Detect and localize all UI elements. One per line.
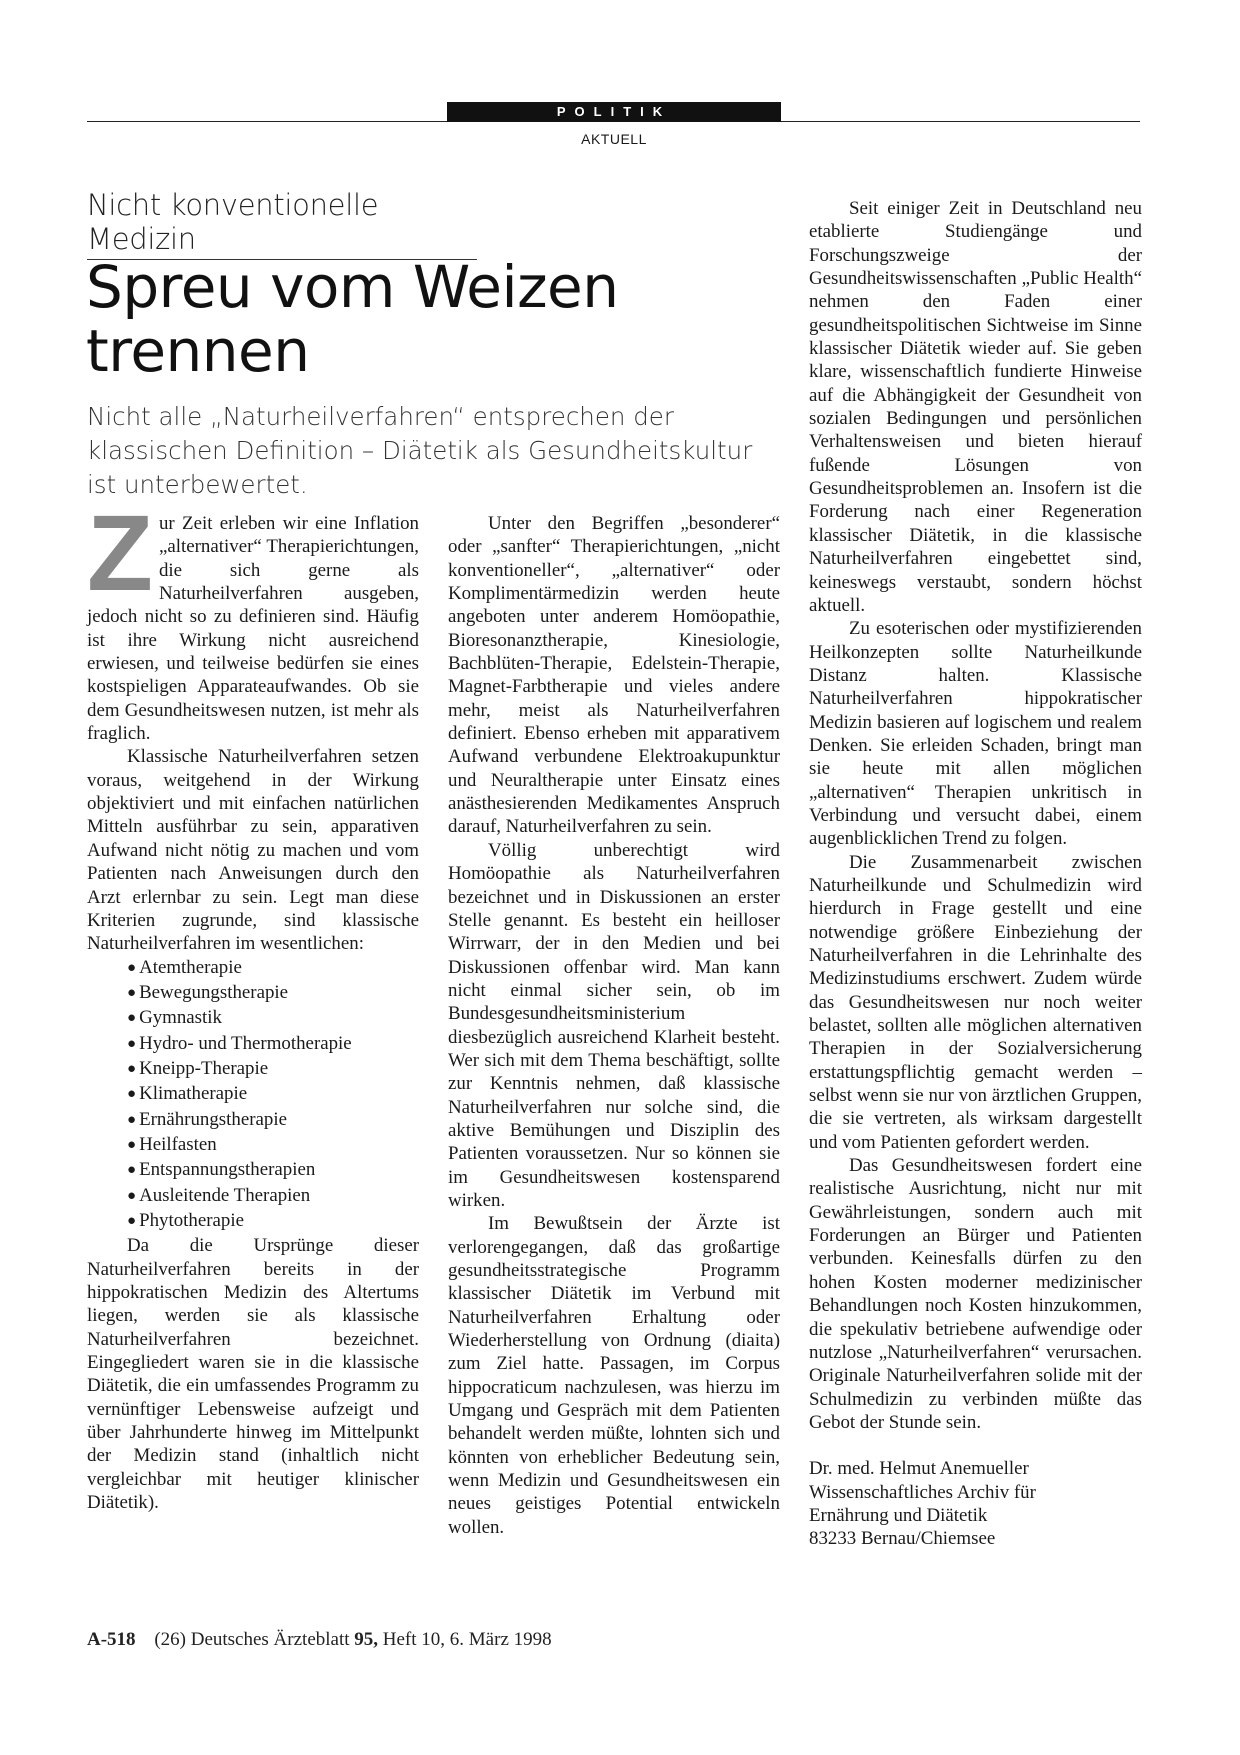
section-label: POLITIK [447, 102, 781, 122]
author-signature [809, 1457, 1142, 1550]
article-deck: Nicht alle „Naturheilverfahren“ entsprechen der klassischen Definition – Diätetik als Gesundheitskultur ist unterbewertet. [87, 402, 753, 499]
author-name: Dr. med. Helmut Anemueller [809, 1458, 1029, 1480]
paragraph-2: Klassische Naturheilverfahren setzen voraus, weitgehend in der Wirkung objektiviert und mit einfachen natürlichen Mitteln ausführbar zu sein, apparativen Aufwand nicht nötig zu machen und vom Patienten nach Anweisungen durch den Arzt erlernbar zu sein. Legt man diese Kriterien zugrunde, sind klassische Naturheilverfahren im wesentlichen: [87, 746, 419, 955]
paragraph-6: Im Bewußtsein der Ärzte ist verlorengegangen, daß das großartige gesundheitsstrategische Programm klassischer Diätetik im Verbund mit Naturheilverfahren Erhaltung oder Wiederherstellung von Ordnung (diaita) zum Ziel hatte. Passagen, im Corpus hippocraticum nachzulesen, was hierzu im Umgang und Gespräch mit dem Patienten behandelt werden müßte, lohnten sich und könnten von erheblicher Bedeutung sein, wenn Medizin und Gesundheitswesen ein neues geistiges Potential entwickeln wollen. [448, 1213, 780, 1538]
article-headline [86, 255, 646, 383]
paragraph-10: Das Gesundheitswesen fordert eine realistische Ausrichtung, nicht nur mit Gewährleistungen, sondern auch mit Forderungen an Bürger und Patienten verbunden. Keinesfalls dürfen zu den hohen Kosten moderner medizinischer Behandlungen noch Kosten hinzukommen, die spekulativ betriebene aufwendige oder nutzlose „Naturheilverfahren“ verursachen. Originale Naturheilverfahren solide mit der Schulmedizin zu verbinden müßte das Gebot der Stunde sein. [809, 1155, 1142, 1433]
paragraph-7: Seit einiger Zeit in Deutschland neu etablierte Studiengänge und Forschungszweige der Gesundheitswissenschaften „Public Health“ nehmen den Faden einer gesundheitspolitischen Sichtweise im Sinne klassischer Diätetik wieder auf. Sie geben klare, wissenschaftlich fundierte Hinweise auf die Abhängigkeit der Gesundheit von sozialen Bedingungen und persönlichen Verhaltensweisen und bieten hierauf fußende Lösungen von Gesundheitsproblemen an. Insofern ist die Forderung nach einer Regeneration klassischer Diätetik, in die klassische Naturheilverfahren eingebettet sind, keineswegs verstaubt, sondern höchst aktuell. [809, 198, 1142, 616]
article-kicker: Nicht konventionelle Medizin [87, 188, 477, 260]
paragraph-8: Zu esoterischen oder mystifizierenden Heilkonzepten sollte Naturheilkunde Distanz halten. Klassische Naturheilverfahren hippokratischer Medizin basieren auf logischem und realem Denken. Sie erleiden Schaden, bringt man sie heute mit allen möglichen „alternativen“ Therapien unkritisch in Verbindung und versucht dabei, einem augenblicklichen Trend zu folgen. [809, 618, 1142, 850]
author-address: 83233 Bernau/Chiemsee [809, 1528, 996, 1550]
page-number: A-518 [87, 1629, 136, 1650]
list-item: ● Klimatherapie [127, 1082, 419, 1107]
headline-line-2: trennen [86, 317, 310, 385]
list-item: ● Ausleitende Therapien [127, 1184, 419, 1209]
footer-issue: Heft 10, 6. März 1998 [382, 1629, 552, 1650]
paragraph-9: Die Zusammenarbeit zwischen Naturheilkunde und Schulmedizin wird hierdurch in Frage gestellt und eine notwendige größere Einbeziehung der Naturheilverfahren in die Lehrinhalte des Medizinstudiums erschwert. Zudem würde das Gesundheitswesen nur noch weiter belastet, sollten alle möglichen alternativen Therapien in der Sozialversicherung erstattungspflichtig gemacht werden – selbst wenn sie nur von ärztlichen Gruppen, die sie vertreten, als wirksam dargestellt und vom Patienten gefordert werden. [809, 851, 1142, 1153]
list-item: ● Entspannungstherapien [127, 1158, 419, 1183]
paragraph-4: Unter den Begriffen „besonderer“ oder „sanfter“ Therapierichtungen, „nicht konventioneller“, „alternativer“ oder Komplimentärmedizin werden heute angeboten unter anderem Homöopathie, Bioresonanztherapie, Kinesiologie, Bachblüten-Therapie, Edelstein-Therapie, Magnet-Farbtherapie und vieles andere mehr, meist als Naturheilverfahren definiert. Ebenso erheben mit apparativem Aufwand verbundene Elektroakupunktur und Neuraltherapie unter Einsatz eines anästhesierenden Medikamentes Anspruch darauf, Naturheilverfahren zu sein. [448, 513, 780, 838]
page-footer [87, 1629, 552, 1651]
footer-citation: (26) Deutsches Ärzteblatt [154, 1629, 350, 1650]
list-item: ● Heilfasten [127, 1133, 419, 1158]
list-item: ● Bewegungstherapie [127, 981, 419, 1006]
list-item: ● Hydro- und Thermotherapie [127, 1032, 419, 1057]
therapy-list [87, 956, 419, 1235]
footer-volume: 95, [354, 1629, 379, 1650]
subsection-label: AKTUELL [581, 131, 647, 147]
paragraph-5: Völlig unberechtigt wird Homöopathie als Naturheilverfahren bezeichnet und in Diskussionen an erster Stelle genannt. Es besteht ein heilloser Wirrwarr, der in den Medien und bei Diskussionen offenbar wird. Man kann nicht einmal sicher sein, ob im Bundesgesundheitsministerium diesbezüglich ausreichend Klarheit besteht. Wer sich mit dem Thema beschäftigt, sollte zur Kenntnis nehmen, daß klassische Naturheilverfahren nur solche sind, die aktive Bemühungen und Disziplin des Patienten voraussetzen. Nur so können sie im Gesundheitswesen kostensparend wirken. [448, 839, 780, 1211]
paragraph-1 [87, 492, 419, 745]
article-column-2 [448, 512, 780, 1539]
article-column-1 [87, 492, 419, 1514]
list-item: ● Atemtherapie [127, 956, 419, 981]
article-column-3 [809, 197, 1142, 1551]
paragraph-1-text: ur Zeit erleben wir eine Inflation „alternativer“ Therapierichtungen, die sich gerne als Naturheilverfahren ausgeben, jedoch nicht so zu definieren sind. Häufig ist ihre Wirkung nicht ausreichend erwiesen, und teilweise bedürfen sie eines kostspieligen Apparateaufwandes. Ob sie dem Gesundheitswesen nutzen, ist mehr als fraglich. [87, 513, 419, 745]
list-item: ● Ernährungstherapie [127, 1108, 419, 1133]
list-item: ● Phytotherapie [127, 1209, 419, 1234]
author-affiliation-2: Ernährung und Diätetik [809, 1504, 988, 1526]
list-item: ● Gymnastik [127, 1006, 419, 1031]
paragraph-3: Da die Ursprünge dieser Naturheilverfahren bereits in der hippokratischen Medizin des Altertums liegen, werden sie als klassische Naturheilverfahren bezeichnet. Eingegliedert waren sie in die klassische Diätetik, die ein umfassendes Programm zu vernünftiger Lebensweise aufzeigt und über Jahrhunderte hinweg im Mittelpunkt der Medizin stand (inhaltlich nicht vergleichbar mit heutiger klinischer Diätetik). [87, 1235, 419, 1514]
list-item: ● Kneipp-Therapie [127, 1057, 419, 1082]
author-affiliation: Wissenschaftliches Archiv für [809, 1481, 1036, 1503]
headline-line-1: Spreu vom Weizen [86, 253, 619, 321]
drop-cap: Z [87, 492, 153, 613]
